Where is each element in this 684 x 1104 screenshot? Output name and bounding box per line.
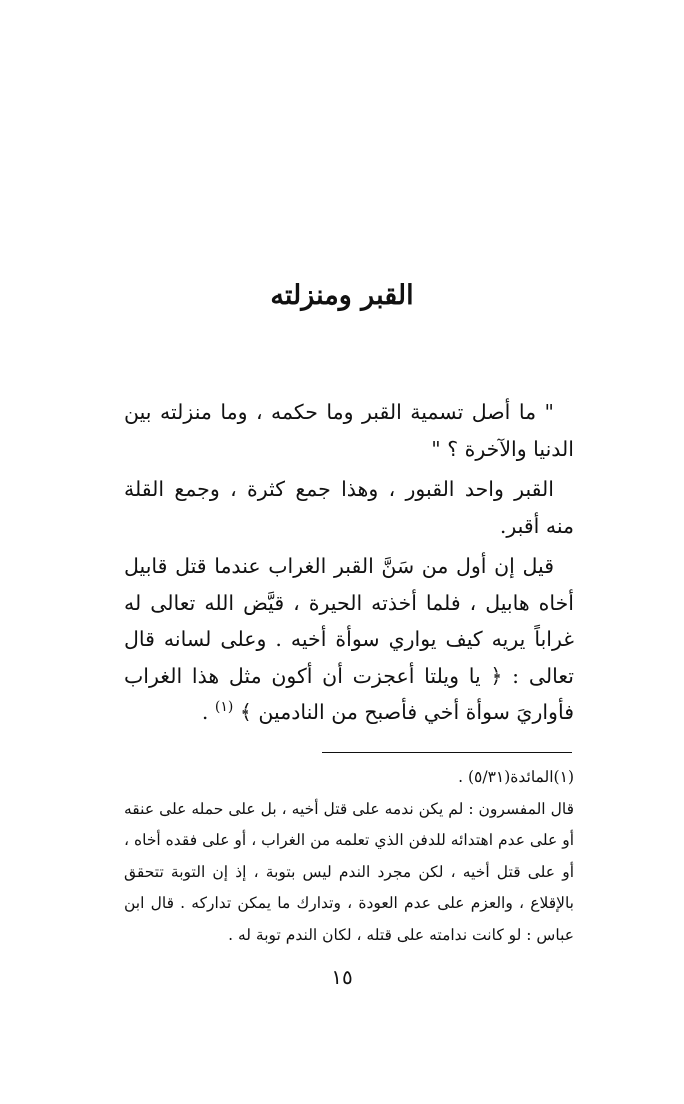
- paragraph-end-mark: .: [201, 700, 209, 724]
- footnote-marker: (١): [214, 699, 234, 716]
- chapter-title: القبر ومنزلته: [270, 280, 414, 311]
- footnotes: [124, 762, 574, 951]
- question-paragraph: " ما أصل تسمية القبر وما حكمه ، وما منزلته بين الدنيا والآخرة ؟ ": [124, 400, 574, 461]
- footnote-text: قال المفسرون : لم يكن ندمه على قتل أخيه ، بل على حمله على عنقه أو على عدم اهتدائه للدفن الذي تعلمه من الغراب ، أو على فقده أخاه ، أو على قتل أخيه ، لكن مجرد الندم ليس بتوبة ، إذ إن التوبة تتحقق بالإقلاع ، والعزم على عدم العودة ، وتدارك ما يمكن تداركه . قال ابن عباس : لو كانت ندامته على قتله ، لكان الندم توبة له .: [124, 799, 574, 944]
- page-number: ١٥: [331, 965, 353, 989]
- origin-paragraph-text: قيل إن أول من سَنَّ القبر الغراب عندما قتل قابيل أخاه هابيل ، فلما أخذته الحيرة ، قيَّض الله تعالى له غراباً يريه كيف يواري سوأة أخيه . وعلى لسانه قال تعالى : ﴿ يا ويلتا أعجزت أن أكون مثل هذا الغراب فأواريَ سوأة أخي فأصبح من النادمين ﴾: [124, 554, 574, 724]
- footnote-reference: (١)المائدة(٥/٣١) .: [458, 768, 574, 786]
- footnote-separator: [322, 752, 572, 753]
- main-text: [124, 394, 574, 731]
- definition-paragraph: القبر واحد القبور ، وهذا جمع كثرة ، وجمع القلة منه أقبر.: [124, 477, 574, 538]
- origin-paragraph: [124, 548, 574, 731]
